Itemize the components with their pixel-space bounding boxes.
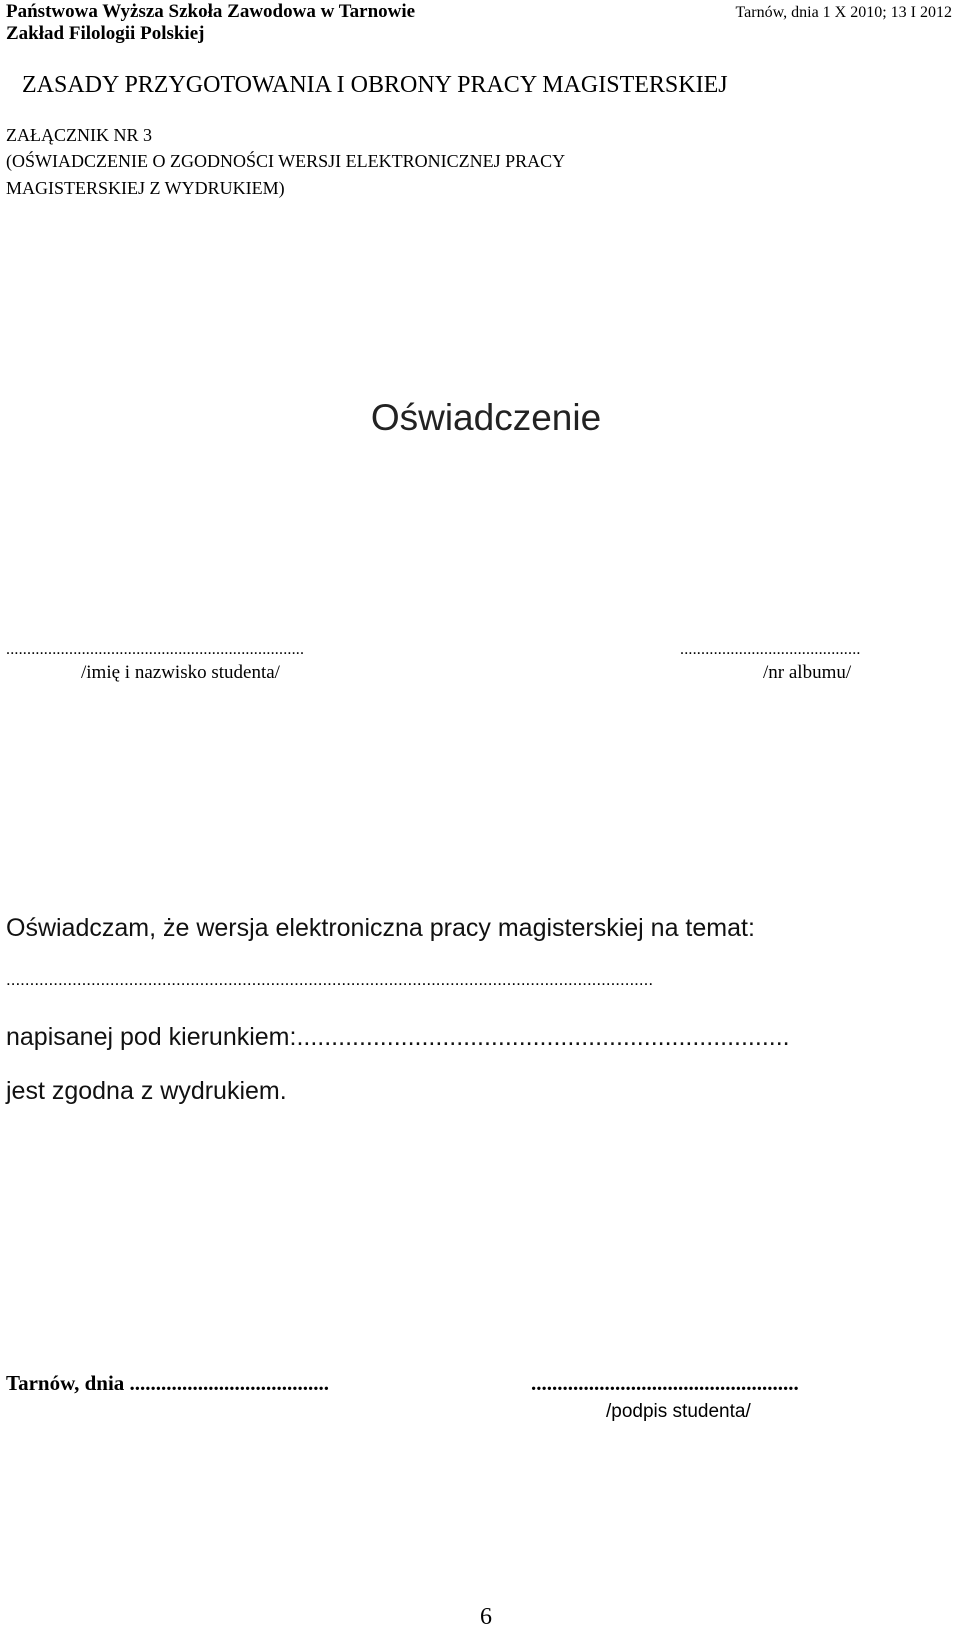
department-name: Zakład Filologii Polskiej bbox=[6, 23, 205, 44]
student-name-dots: ....................................................................... bbox=[6, 641, 305, 658]
album-number-dots: ........................................... bbox=[680, 641, 861, 658]
statement-line2: napisanej pod kierunkiem:....................................................................... bbox=[6, 1023, 790, 1051]
signature-label: /podpis studenta/ bbox=[606, 1401, 751, 1422]
album-number-label: /nr albumu/ bbox=[763, 662, 852, 683]
statement-line1: Oświadczam, że wersja elektroniczna pracy magisterskiej na temat: bbox=[6, 914, 755, 942]
annex-subtitle-line2: MAGISTERSKIEJ Z WYDRUKIEM) bbox=[6, 178, 285, 198]
student-name-label: /imię i nazwisko studenta/ bbox=[81, 662, 280, 683]
statement-line3: jest zgodna z wydrukiem. bbox=[6, 1077, 287, 1105]
document-title: ZASADY PRZYGOTOWANIA I OBRONY PRACY MAGISTERSKIEJ bbox=[22, 72, 728, 98]
place-date-line: Tarnów, dnia ...................................... bbox=[6, 1371, 330, 1395]
page-number: 6 bbox=[480, 1604, 492, 1630]
header-date: Tarnów, dnia 1 X 2010; 13 I 2012 bbox=[735, 4, 952, 21]
signature-dots: ................................................... bbox=[531, 1371, 799, 1395]
thesis-topic-dots: ......................................................................................................................................... bbox=[6, 970, 654, 989]
annex-number: ZAŁĄCZNIK NR 3 bbox=[6, 125, 152, 145]
institution-name: Państwowa Wyższa Szkoła Zawodowa w Tarnowie bbox=[6, 1, 416, 22]
declaration-heading: Oświadczenie bbox=[370, 397, 602, 438]
annex-subtitle-line1: (OŚWIADCZENIE O ZGODNOŚCI WERSJI ELEKTRONICZNEJ PRACY bbox=[6, 151, 566, 171]
